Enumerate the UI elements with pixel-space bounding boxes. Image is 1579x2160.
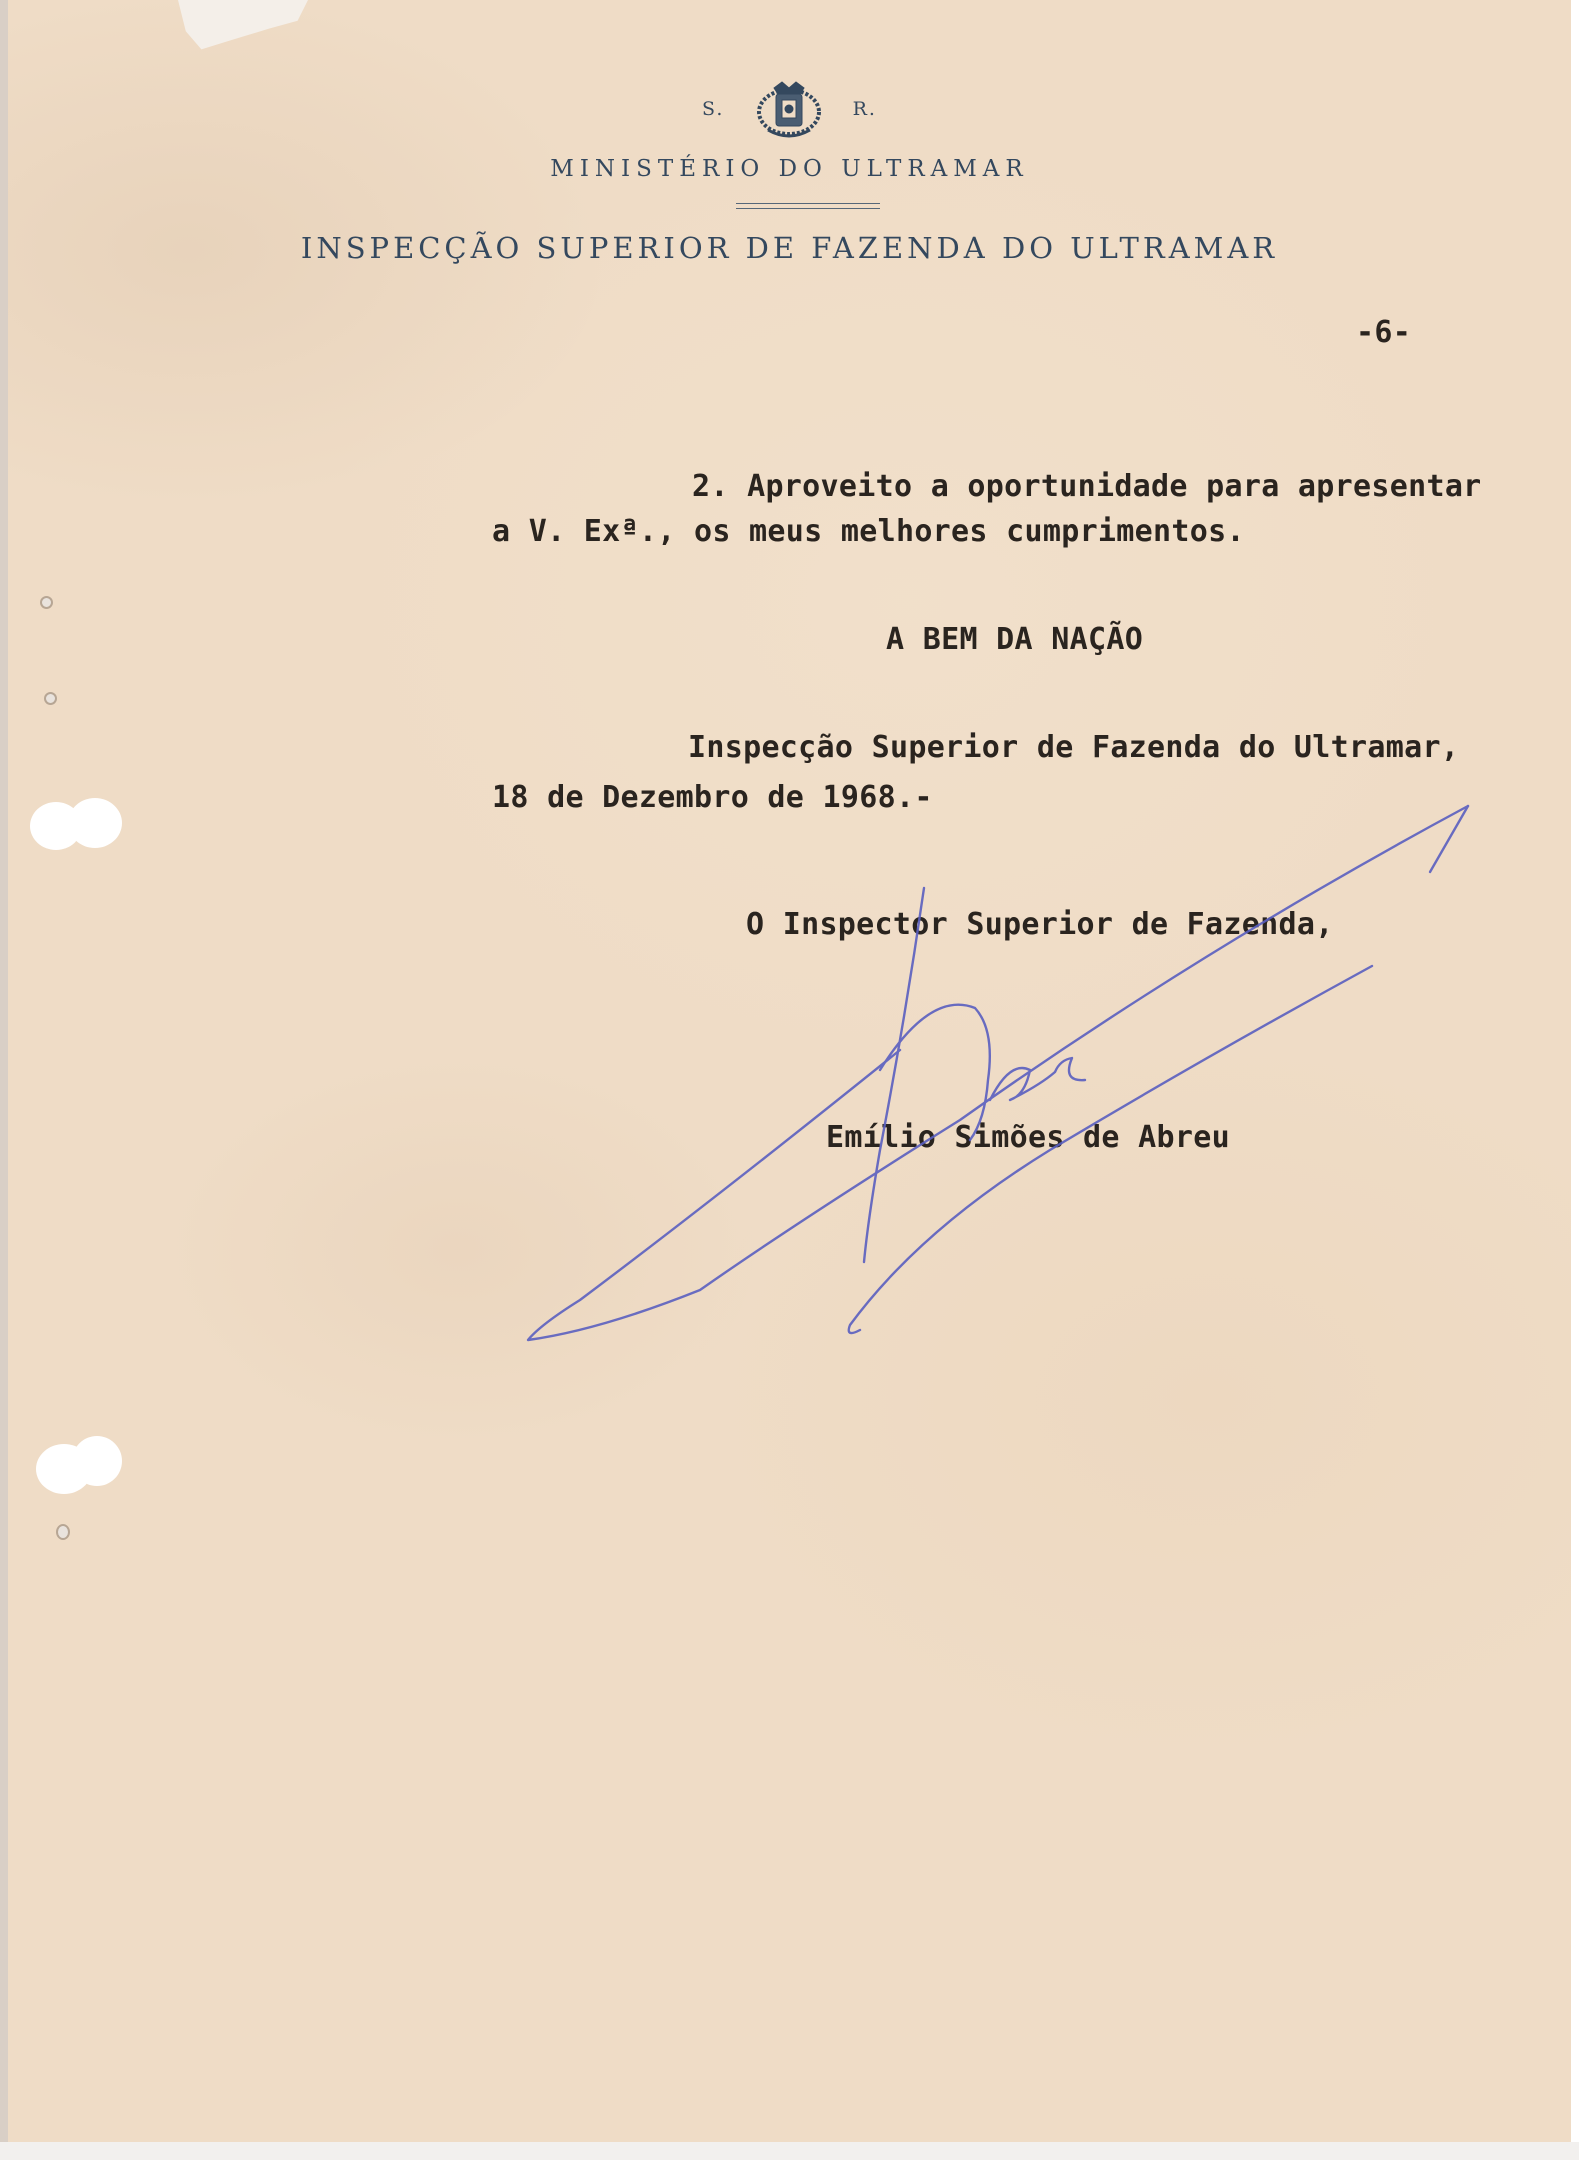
paragraph-line-1: 2. Aproveito a oportunidade para apresentar — [692, 469, 1482, 504]
initial-s: S. — [702, 98, 725, 120]
coat-of-arms-icon — [754, 74, 824, 144]
document-page — [8, 0, 1571, 2142]
page-number: -6- — [1356, 315, 1412, 350]
office-name: INSPECÇÃO SUPERIOR DE FAZENDA DO ULTRAMAR — [300, 231, 1279, 265]
paragraph-line-2: a V. Exª., os meus melhores cumprimentos. — [492, 514, 1245, 549]
initial-r: R. — [852, 98, 877, 120]
place-line: Inspecção Superior de Fazenda do Ultramar, — [688, 730, 1460, 765]
punch-hole — [56, 1524, 70, 1540]
letterhead-divider — [736, 203, 880, 209]
motto: A BEM DA NAÇÃO — [886, 622, 1144, 657]
letterhead-initials — [8, 74, 1571, 144]
scan-edge — [0, 0, 8, 2142]
punch-hole — [72, 1436, 122, 1486]
signatory-name: Emílio Simões de Abreu — [826, 1120, 1230, 1155]
date-line: 18 de Dezembro de 1968.- — [492, 780, 933, 815]
punch-hole — [68, 798, 122, 848]
ministry-name: MINISTÉRIO DO ULTRAMAR — [550, 156, 1029, 182]
punch-hole — [44, 692, 57, 705]
scan-bottom-edge — [0, 2142, 1579, 2160]
torn-corner — [178, 0, 308, 52]
signatory-title: O Inspector Superior de Fazenda, — [746, 907, 1334, 942]
punch-hole — [40, 596, 53, 609]
